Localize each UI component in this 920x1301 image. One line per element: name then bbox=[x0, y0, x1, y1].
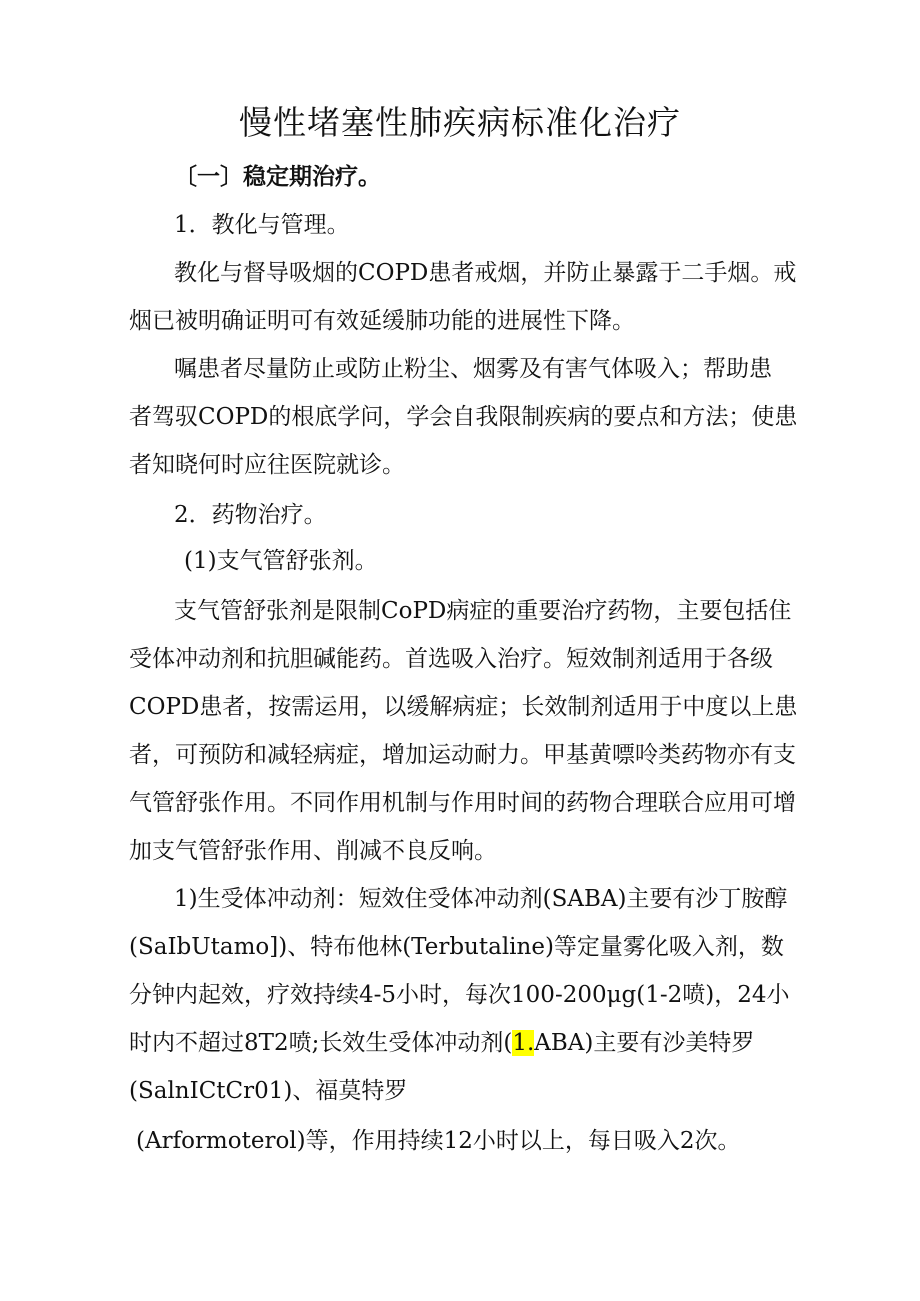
paragraph3-line6: 加支气管舒张作用、削减不良反响。 bbox=[129, 838, 497, 864]
paragraph4-line4-after: ABA)主要有沙美特罗 bbox=[534, 1030, 755, 1056]
paragraph4-line2: (SaIbUtamo])、特布他林(Terbutaline)等定量雾化吸入剂，数 bbox=[129, 934, 784, 960]
paragraph1-line1: 教化与督导吸烟的COPD患者戒烟，并防止暴露于二手烟。戒 bbox=[174, 260, 797, 286]
paragraph3-line4: 者，可预防和减轻病症，增加运动耐力。甲基黄嘌呤类药物亦有支 bbox=[129, 742, 796, 768]
paragraph2-line1: 嘱患者尽量防止或防止粉尘、烟雾及有害气体吸入；帮助患 bbox=[174, 356, 772, 382]
paragraph2-line3: 者知晓何时应往医院就诊。 bbox=[129, 452, 405, 478]
paragraph4-line4-before: 时内不超过8T2喷;长效生受体冲动剂( bbox=[129, 1030, 513, 1056]
section-heading: 〔一〕稳定期治疗。 bbox=[174, 164, 381, 190]
paragraph4-line1: 1)生受体冲动剂：短效住受体冲动剂(SABA)主要有沙丁胺醇 bbox=[174, 886, 788, 912]
paragraph2-line2: 者驾驭COPD的根底学问，学会自我限制疾病的要点和方法；使患 bbox=[129, 404, 798, 430]
paragraph4-line5: (SalnICtCr01)、福莫特罗 bbox=[129, 1078, 408, 1104]
item2-heading: 2．药物治疗。 bbox=[174, 502, 327, 528]
paragraph3-line5: 气管舒张作用。不同作用机制与作用时间的药物合理联合应用可增 bbox=[129, 790, 796, 816]
highlighted-text: 1. bbox=[512, 1030, 535, 1056]
paragraph3-line2: 受体冲动剂和抗胆碱能药。首选吸入治疗。短效制剂适用于各级 bbox=[129, 646, 773, 672]
paragraph4-line3: 分钟内起效，疗效持续4-5小时，每次100-200μg(1-2喷)，24小 bbox=[129, 982, 790, 1008]
paragraph3-line1: 支气管舒张剂是限制CoPD病症的重要治疗药物，主要包括住 bbox=[174, 598, 792, 624]
document-title: 慢性堵塞性肺疾病标准化治疗 bbox=[239, 103, 681, 142]
subsection1-heading: (1)支气管舒张剂。 bbox=[184, 548, 378, 574]
item1-heading: 1．教化与管理。 bbox=[174, 212, 350, 238]
paragraph3-line3: COPD患者，按需运用，以缓解病症；长效制剂适用于中度以上患 bbox=[129, 694, 798, 720]
paragraph4-line4 bbox=[129, 1027, 754, 1059]
paragraph1-line2: 烟已被明确证明可有效延缓肺功能的进展性下降。 bbox=[129, 308, 635, 334]
paragraph4-line6: (Arformoterol)等，作用持续12小时以上，每日吸入2次。 bbox=[136, 1128, 741, 1154]
